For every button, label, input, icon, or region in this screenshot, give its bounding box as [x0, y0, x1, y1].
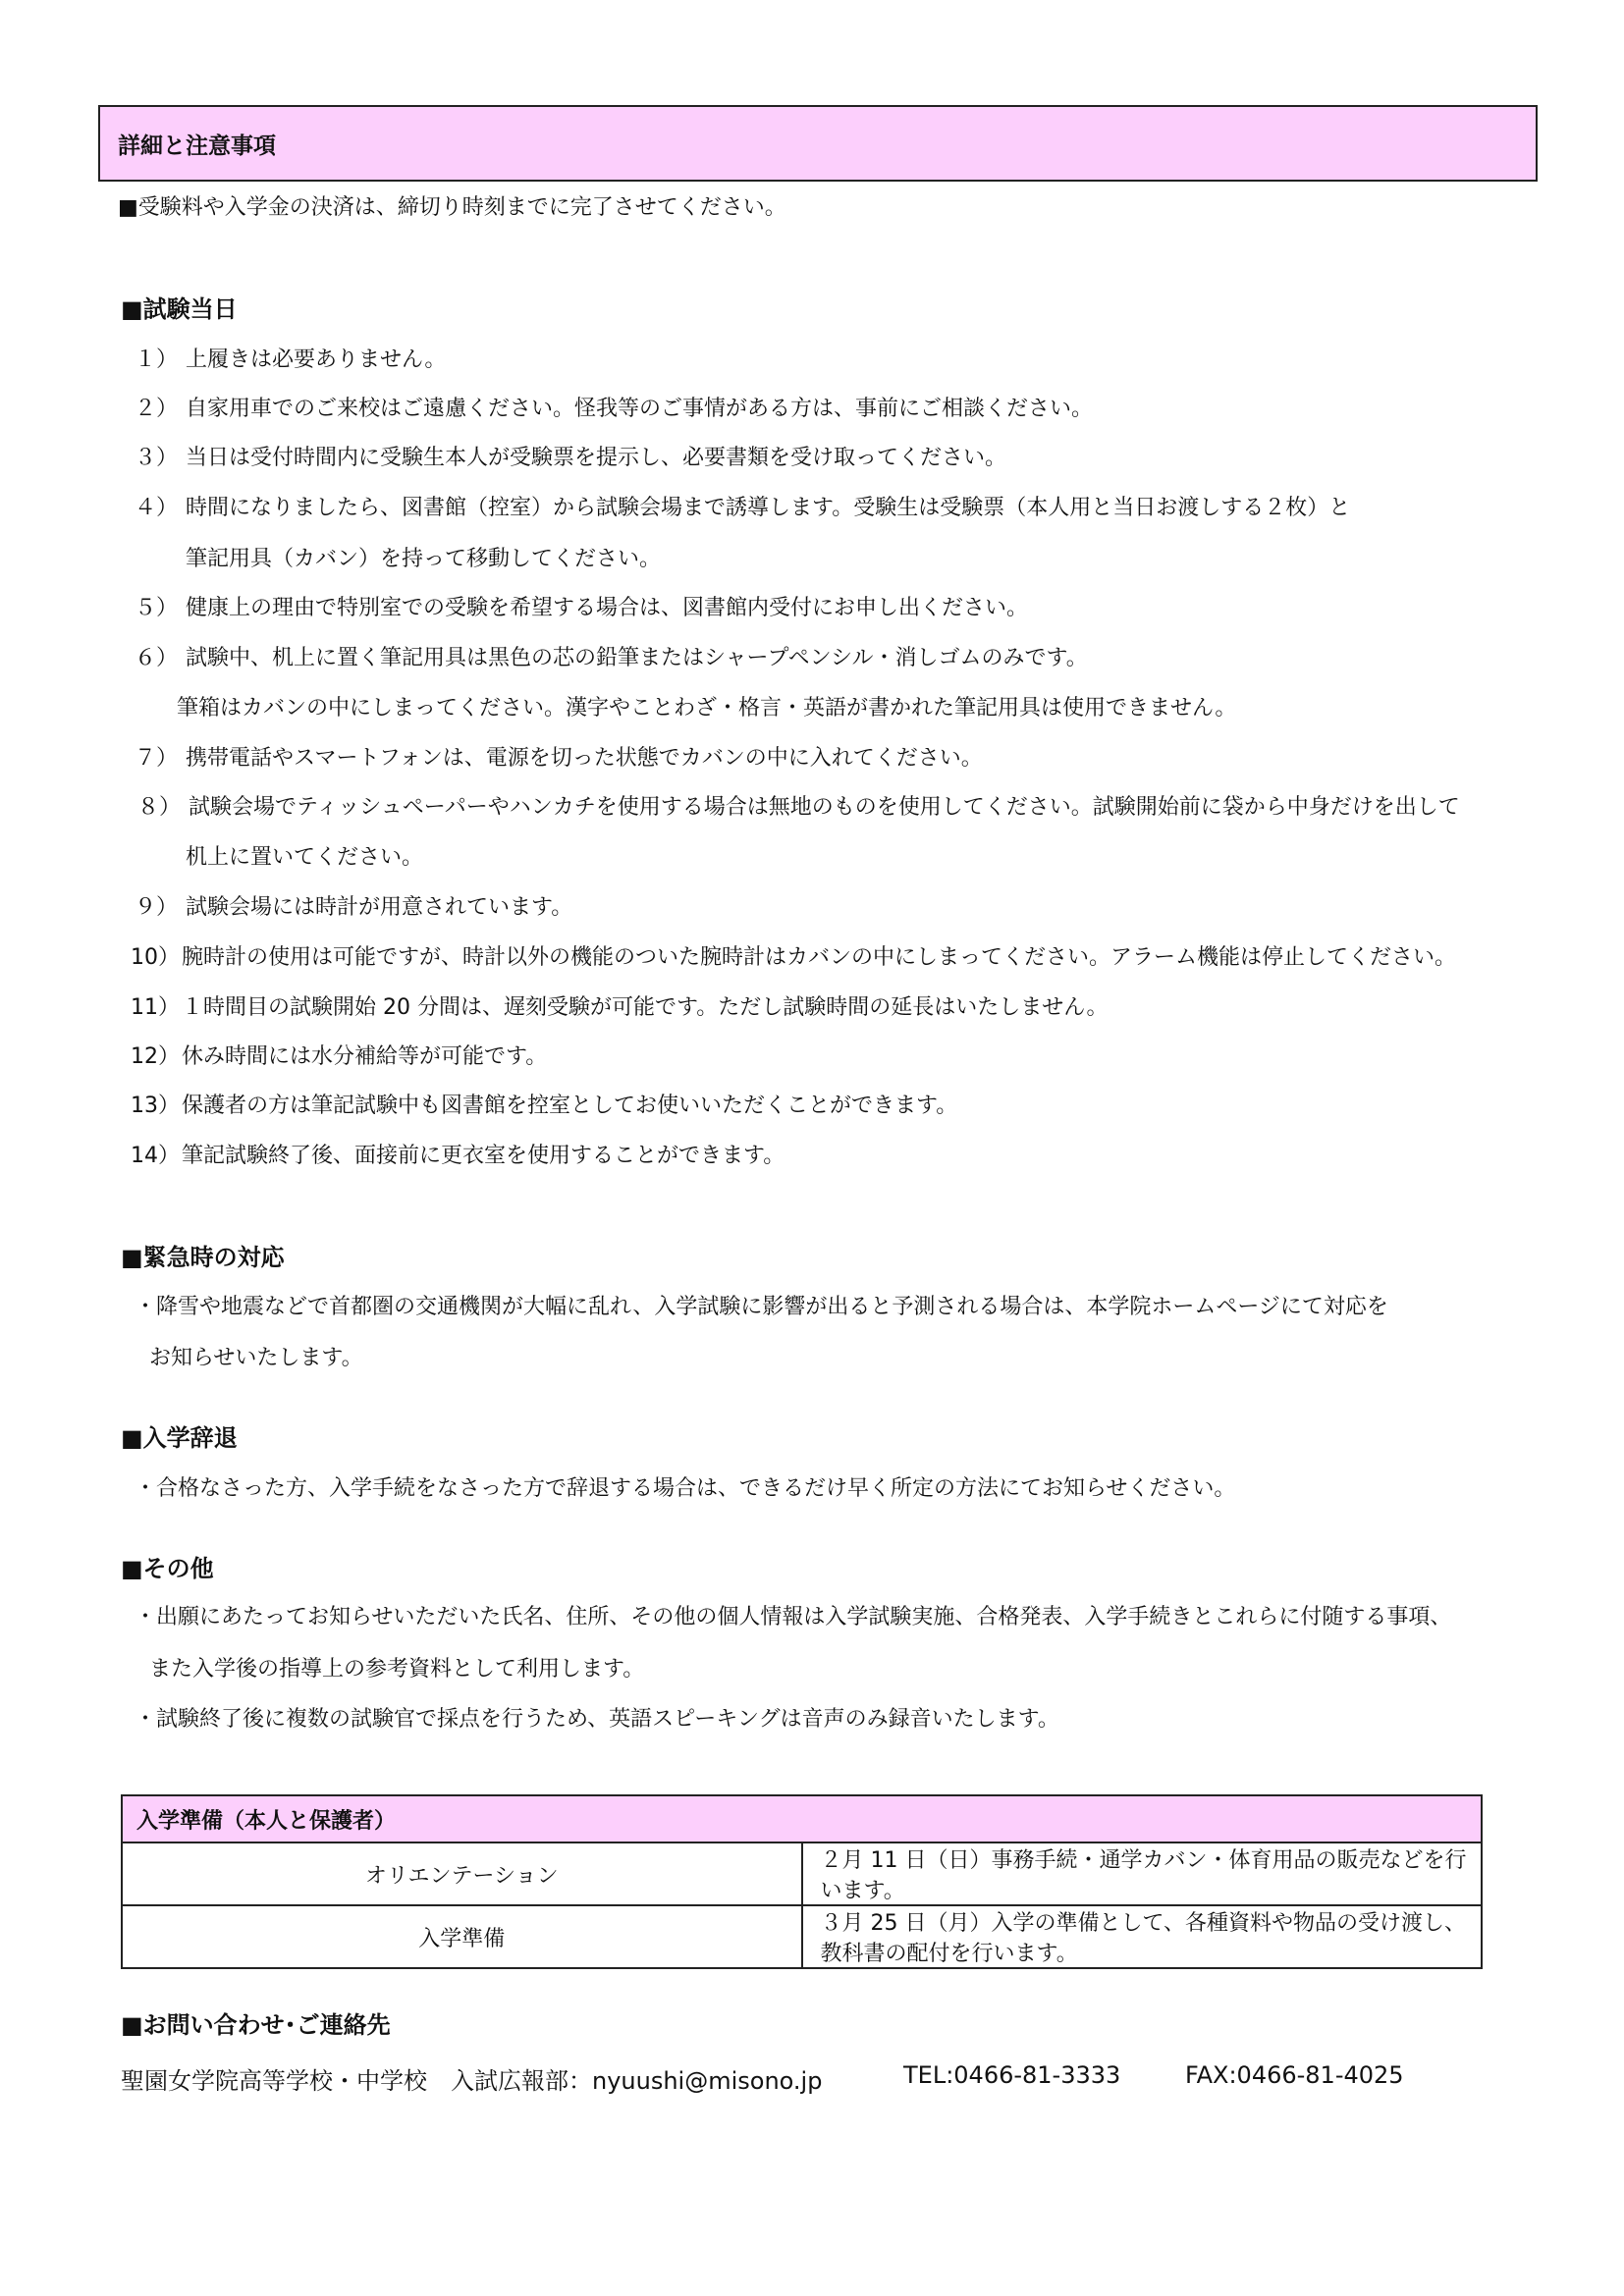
- payment-note: ■受験料や入学金の決済は、締切り時刻までに完了させてください。: [118, 195, 786, 220]
- emergency-text: ・降雪や地震などで首都圏の交通機関が大幅に乱れ、入学試験に影響が出ると予測される場合は、本学院ホームページにて対応を: [135, 1295, 1388, 1319]
- enrollment-prep-table: [121, 1794, 1483, 1969]
- privacy-text-continuation: また入学後の指導上の参考資料として利用します。: [149, 1657, 645, 1682]
- list-item: ６） 試験中、机上に置く筆記用具は黒色の芯の鉛筆またはシャープペンシル・消しゴムのみです。: [135, 646, 1088, 670]
- list-item: 10）腕時計の使用は可能ですが、時計以外の機能のついた腕時計はカバンの中にしまってください。アラーム機能は停止してください。: [131, 945, 1457, 970]
- row-value: ３月 25 日（月）入学の準備として、各種資料や物品の受け渡し、教科書の配付を行います。: [802, 1905, 1483, 1968]
- list-item: ２） 自家用車でのご来校はご遠慮ください。怪我等のご事情がある方は、事前にご相談ください。: [135, 397, 1094, 421]
- section-title: 詳細と注意事項: [118, 133, 276, 159]
- emergency-text-continuation: お知らせいたします。: [149, 1346, 363, 1370]
- list-item: 13）保護者の方は筆記試験中も図書館を控室としてお使いいただくことができます。: [131, 1094, 958, 1118]
- table-title: 入学準備（本人と保護者）: [122, 1795, 1482, 1842]
- list-item: 11）１時間目の試験開始 20 分間は、遅刻受験が可能です。ただし試験時間の延長はいたしません。: [131, 995, 1109, 1020]
- list-item: ８） 試験会場でティッシュペーパーやハンカチを使用する場合は無地のものを使用してください。試験開始前に袋から中身だけを出して: [137, 795, 1460, 820]
- row-label: 入学準備: [122, 1905, 802, 1968]
- list-item: ３） 当日は受付時間内に受験生本人が受験票を提示し、必要書類を受け取ってください。: [135, 446, 1007, 470]
- list-item: 12）休み時間には水分補給等が可能です。: [131, 1044, 548, 1069]
- other-heading: ■その他: [121, 1555, 214, 1582]
- list-item-continuation: 筆記用具（カバン）を持って移動してください。: [186, 547, 662, 571]
- recording-text: ・試験終了後に複数の試験官で採点を行うため、英語スピーキングは音声のみ録音いたします。: [135, 1707, 1059, 1732]
- emergency-heading: ■緊急時の対応: [121, 1244, 285, 1271]
- withdrawal-heading: ■入学辞退: [121, 1424, 238, 1452]
- list-item: 14）筆記試験終了後、面接前に更衣室を使用することができます。: [131, 1144, 785, 1168]
- list-item-continuation: 筆箱はカバンの中にしまってください。漢字やことわざ・格言・英語が書かれた筆記用具は使用できません。: [177, 696, 1237, 721]
- list-item: ７） 携帯電話やスマートフォンは、電源を切った状態でカバンの中に入れてください。: [135, 746, 983, 771]
- contact-tel: TEL:0466-81-3333: [903, 2061, 1121, 2089]
- contact-organization: 聖園女学院高等学校・中学校 入試広報部：nyuushi@misono.jp: [121, 2067, 823, 2095]
- privacy-text: ・出願にあたってお知らせいただいた氏名、住所、その他の個人情報は入学試験実施、合格発表、入学手続きとこれらに付随する事項、: [135, 1605, 1452, 1629]
- exam-day-heading: ■試験当日: [121, 295, 238, 323]
- list-item: ９） 試験会場には時計が用意されています。: [135, 895, 573, 920]
- list-item: ５） 健康上の理由で特別室での受験を希望する場合は、図書館内受付にお申し出ください。: [135, 596, 1029, 620]
- contact-heading: ■お問い合わせ･ご連絡先: [121, 2011, 391, 2039]
- withdrawal-text: ・合格なさった方、入学手続をなさった方で辞退する場合は、できるだけ早く所定の方法にてお知らせください。: [135, 1476, 1236, 1501]
- row-label: オリエンテーション: [122, 1842, 802, 1905]
- table-row: [122, 1842, 1482, 1905]
- list-item: １） 上履きは必要ありません。: [135, 347, 447, 372]
- row-value: ２月 11 日（日）事務手続・通学カバン・体育用品の販売などを行います。: [802, 1842, 1483, 1905]
- list-item: ４） 時間になりましたら、図書館（控室）から試験会場まで誘導します。受験生は受験票（本人用と当日お渡しする２枚）と: [135, 496, 1351, 520]
- table-row: [122, 1905, 1482, 1968]
- list-item-continuation: 机上に置いてください。: [186, 845, 424, 870]
- section-header: [98, 105, 1538, 182]
- contact-fax: FAX:0466-81-4025: [1185, 2061, 1404, 2089]
